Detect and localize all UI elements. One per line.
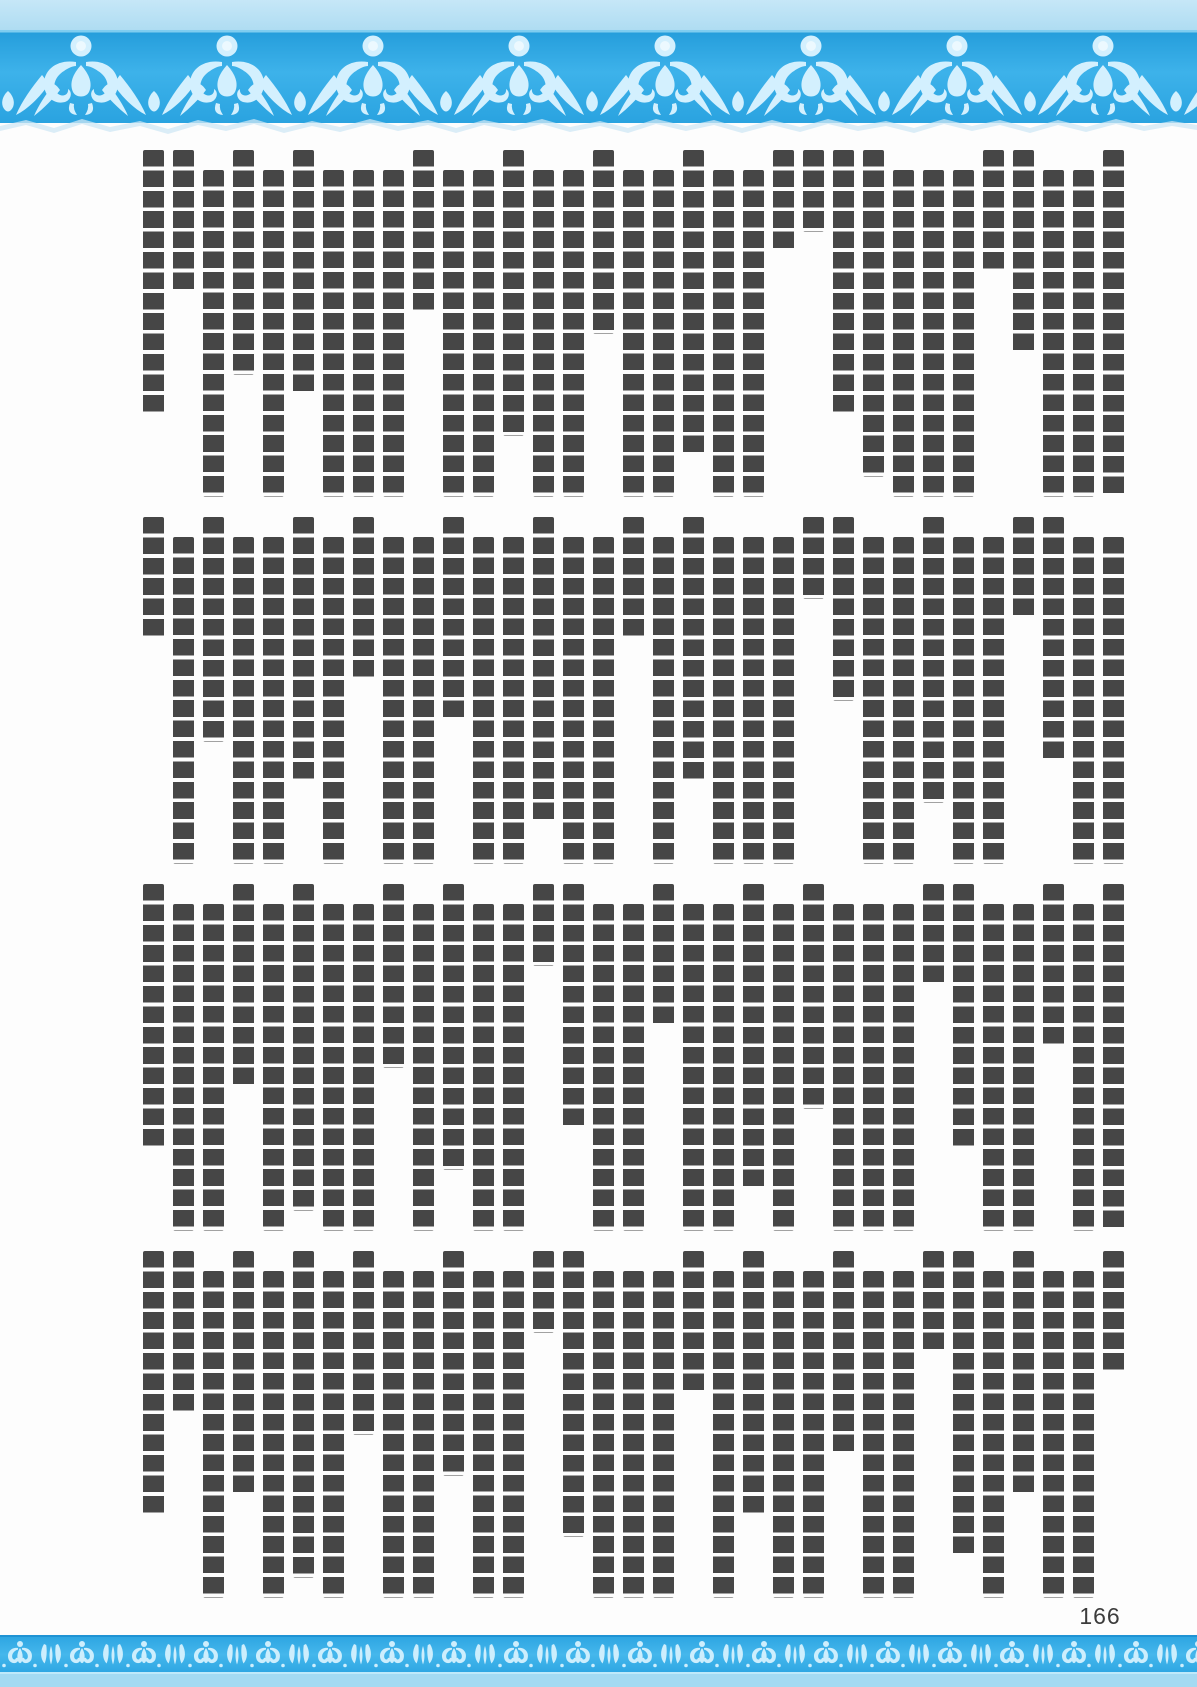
redacted-text-column xyxy=(473,1271,494,1598)
page-number: 166 xyxy=(1079,1603,1121,1629)
redacted-text-column xyxy=(173,1251,194,1414)
redacted-text-column xyxy=(413,150,434,313)
redacted-text-column xyxy=(143,517,164,639)
redacted-text-column xyxy=(563,170,584,497)
redacted-text-column xyxy=(983,537,1004,864)
redacted-text-column xyxy=(1103,537,1124,864)
redacted-text-column xyxy=(533,1251,554,1333)
redacted-text-column xyxy=(803,517,824,599)
redacted-text-column xyxy=(923,170,944,497)
redacted-text-column xyxy=(623,1271,644,1598)
redacted-text-column xyxy=(863,537,884,864)
redacted-text-column xyxy=(683,1251,704,1394)
redacted-text-column xyxy=(263,170,284,497)
redacted-text-column xyxy=(503,537,524,864)
redacted-text-column xyxy=(863,904,884,1231)
redacted-text-column xyxy=(353,904,374,1231)
redacted-text-column xyxy=(503,1271,524,1598)
redacted-text-column xyxy=(923,1251,944,1353)
redacted-text-column xyxy=(773,904,794,1231)
redacted-text-column xyxy=(383,884,404,1068)
redacted-text-column xyxy=(353,170,374,497)
redacted-text-column xyxy=(983,904,1004,1231)
redacted-text-column xyxy=(743,884,764,1190)
redacted-text-column xyxy=(713,170,734,497)
redacted-text-column xyxy=(653,537,674,864)
redacted-text-column xyxy=(953,1251,974,1557)
redacted-text-column xyxy=(473,904,494,1231)
redacted-text-column xyxy=(923,517,944,803)
redacted-text-column xyxy=(683,150,704,456)
redacted-text-column xyxy=(563,884,584,1129)
redacted-text-column xyxy=(593,150,614,334)
redacted-text-column xyxy=(1013,904,1034,1231)
decorative-border-bottom xyxy=(0,1635,1197,1687)
redacted-text-column xyxy=(233,884,254,1088)
redacted-text-column xyxy=(293,150,314,395)
redacted-text-column xyxy=(833,150,854,415)
redacted-text-column xyxy=(833,1251,854,1455)
redacted-text-column xyxy=(563,537,584,864)
redacted-text-column xyxy=(623,517,644,639)
redacted-text-column xyxy=(323,537,344,864)
redacted-text-column xyxy=(803,150,824,232)
redacted-text-column xyxy=(473,537,494,864)
redacted-text-column xyxy=(323,170,344,497)
decorative-border-top xyxy=(0,0,1197,150)
redacted-text-column xyxy=(293,517,314,782)
redacted-text-column xyxy=(263,537,284,864)
redacted-text-column xyxy=(413,537,434,864)
redacted-text-column xyxy=(323,904,344,1231)
redacted-text-column xyxy=(833,904,854,1231)
redacted-text-column xyxy=(863,1271,884,1598)
redacted-text-column xyxy=(953,884,974,1149)
redacted-text-column xyxy=(833,517,854,701)
redacted-text-column xyxy=(623,170,644,497)
redacted-text-column xyxy=(293,1251,314,1578)
redacted-text-column xyxy=(233,150,254,375)
redacted-text-column xyxy=(1043,170,1064,497)
text-band-2 xyxy=(138,517,1128,864)
redacted-text-column xyxy=(1103,884,1124,1231)
redacted-text-column xyxy=(233,1251,254,1496)
redacted-text-column xyxy=(473,170,494,497)
redacted-text-column xyxy=(1103,150,1124,497)
redacted-text-column xyxy=(953,537,974,864)
redacted-text-column xyxy=(533,170,554,497)
redacted-text-column xyxy=(203,517,224,742)
redacted-text-column xyxy=(893,1271,914,1598)
redacted-text-column xyxy=(803,1271,824,1598)
redacted-text-column xyxy=(893,904,914,1231)
redacted-text-column xyxy=(413,1271,434,1598)
redacted-text-column xyxy=(1013,1251,1034,1496)
redacted-text-column xyxy=(173,904,194,1231)
redacted-text-column xyxy=(443,170,464,497)
redacted-text-column xyxy=(593,537,614,864)
redacted-text-column xyxy=(623,904,644,1231)
redacted-text-column xyxy=(173,537,194,864)
redacted-text-column xyxy=(713,1271,734,1598)
redacted-text-column xyxy=(1043,884,1064,1047)
redacted-text-column xyxy=(413,904,434,1231)
text-band-3 xyxy=(138,884,1128,1231)
redacted-text-column xyxy=(773,1271,794,1598)
redacted-text-column xyxy=(1013,517,1034,619)
redacted-text-column xyxy=(953,170,974,497)
redacted-text-column xyxy=(383,170,404,497)
redacted-text-column xyxy=(533,517,554,823)
redacted-text-column xyxy=(1073,1271,1094,1598)
redacted-text-column xyxy=(1103,1251,1124,1373)
redacted-text-column xyxy=(863,150,884,477)
redacted-text-column xyxy=(293,884,314,1211)
redacted-text-column xyxy=(743,537,764,864)
redacted-text-column xyxy=(653,884,674,1027)
redacted-text-column xyxy=(263,904,284,1231)
redacted-text-column xyxy=(563,1251,584,1537)
redacted-text-column xyxy=(443,884,464,1170)
redacted-text-column xyxy=(653,170,674,497)
redacted-text-column xyxy=(443,517,464,721)
redacted-text-column xyxy=(383,537,404,864)
redacted-text-column xyxy=(743,170,764,497)
redacted-text-column xyxy=(203,170,224,497)
redacted-text-column xyxy=(1073,904,1094,1231)
redacted-text-column xyxy=(1013,150,1034,354)
redacted-text-column xyxy=(653,1271,674,1598)
redacted-text-column xyxy=(593,904,614,1231)
redacted-text-column xyxy=(203,904,224,1231)
redacted-text-column xyxy=(323,1271,344,1598)
redacted-text-column xyxy=(713,904,734,1231)
redacted-text-column xyxy=(143,884,164,1149)
redacted-text-column xyxy=(1073,537,1094,864)
redacted-text-column xyxy=(383,1271,404,1598)
redacted-text-column xyxy=(983,1271,1004,1598)
redacted-text-column xyxy=(593,1271,614,1598)
redacted-text-column xyxy=(1043,517,1064,762)
redacted-text-column xyxy=(533,884,554,966)
redacted-text-column xyxy=(173,150,194,293)
text-band-4 xyxy=(138,1251,1128,1598)
redacted-text-column xyxy=(1073,170,1094,497)
redacted-text-column xyxy=(983,150,1004,272)
redacted-text-column xyxy=(743,1251,764,1516)
redacted-text-column xyxy=(773,537,794,864)
redacted-text-column xyxy=(683,904,704,1231)
redacted-text-column xyxy=(713,537,734,864)
redacted-text-column xyxy=(893,537,914,864)
redacted-text-column xyxy=(263,1271,284,1598)
redacted-text-column xyxy=(683,517,704,782)
text-band-1 xyxy=(138,150,1128,497)
redacted-text-column xyxy=(503,904,524,1231)
redacted-text-column xyxy=(143,1251,164,1516)
redacted-text-column xyxy=(803,884,824,1109)
redacted-text-column xyxy=(353,517,374,680)
redacted-text-column xyxy=(893,170,914,497)
redacted-text-column xyxy=(1043,1271,1064,1598)
redacted-text-column xyxy=(353,1251,374,1435)
redacted-text-column xyxy=(443,1251,464,1476)
redacted-text-column xyxy=(143,150,164,415)
redacted-text-column xyxy=(923,884,944,986)
redacted-text-column xyxy=(233,537,254,864)
redacted-text-column xyxy=(203,1271,224,1598)
redacted-text-column xyxy=(773,150,794,252)
redacted-text-column xyxy=(503,150,524,436)
